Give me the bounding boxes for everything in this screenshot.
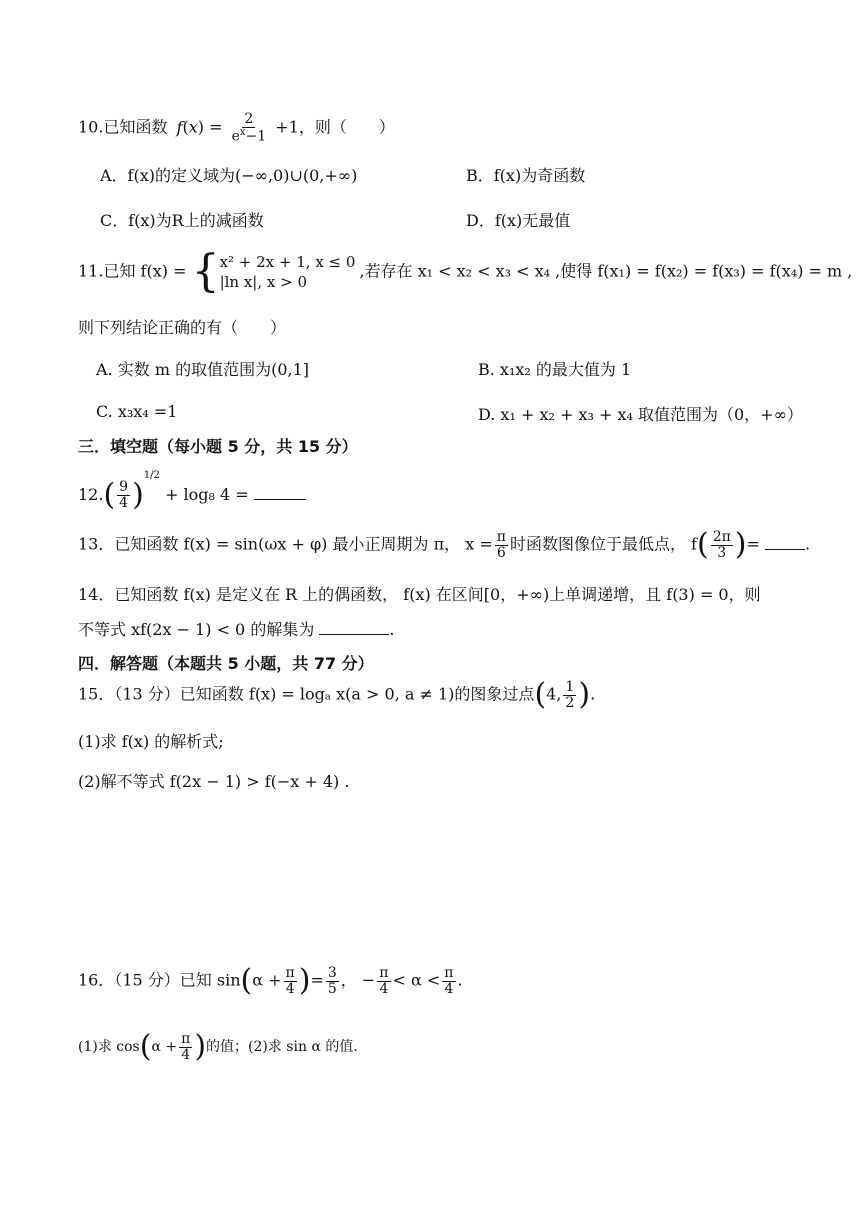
q10-option-b: B．f(x)为奇函数 [466, 166, 586, 185]
q11-stem: 11.已知 f(x) = { x² + 2x + 1, x ≤ 0 |ln x|, x > 0 ,若存在 x₁ < x₂ < x₃ < x₄ ,使得 f(x₁) = f(x₂) = f(x₃) = f(x₄) = m , [78, 246, 853, 297]
q12-answer-blank[interactable] [254, 499, 306, 500]
q14-line2: 不等式 xf(2x − 1) < 0 的解集为 . [78, 620, 395, 639]
piecewise-cases: x² + 2x + 1, x ≤ 0 |ln x|, x > 0 [219, 252, 356, 291]
q14-answer-blank[interactable] [319, 634, 389, 635]
q13-answer-blank[interactable] [765, 549, 805, 550]
q15-stem: 15．（13 分）已知函数 f(x) = logₐ x(a > 0, a ≠ 1)的图象过点(4, $\frac{1}{2}$ ). [78, 677, 596, 713]
q11-option-b: B. x₁x₂ 的最大值为 1 [478, 360, 632, 379]
section-3-heading: 三．填空题（每小题 5 分，共 15 分） [78, 437, 358, 456]
q15-part2: (2)解不等式 f(2x − 1) > f(−x + 4) . [78, 772, 350, 791]
piecewise-brace: { [191, 246, 220, 297]
q15-part1: (1)求 f(x) 的解析式; [78, 732, 224, 751]
q11-option-d: D. x₁ + x₂ + x₃ + x₄ 取值范围为（0，+∞） [478, 405, 803, 424]
q13-stem: 13．已知函数 f(x) = sin(ωx + φ) 最小正周期为 π， x = $\frac{\pi}{6}$ 时函数图像位于最低点， f( $\frac{2\pi}{3}$ )= . [78, 527, 811, 563]
q10-option-d: D．f(x)无最值 [466, 211, 571, 230]
q16-parts: (1)求 cos(α + $\frac{\pi}{4}$ )的值；(2)求 sin α 的值. [78, 1029, 358, 1065]
q11-option-c: C. x₃x₄ =1 [96, 402, 178, 421]
q14-line1: 14．已知函数 f(x) 是定义在 R 上的偶函数， f(x) 在区间[0，+∞)上单调递增，且 f(3) = 0，则 [78, 585, 761, 604]
q11-option-a: A. 实数 m 的取值范围为(0,1] [96, 360, 310, 379]
q10-option-a: A．f(x)的定义域为(−∞,0)∪(0,+∞) [100, 166, 358, 185]
q11-stem-line2: 则下列结论正确的有（ ） [78, 318, 287, 337]
q16-stem: 16．（15 分）已知 sin(α + $\frac{\pi}{4}$ )= $\frac{3}{5}$ ， − $\frac{\pi}{4}$ < α < $\frac{\pi}{4}$ . [78, 963, 463, 999]
q12-stem: 12.( $\frac{9}{4}$ )$^{1/2}$ + log₈ 4 = [78, 470, 306, 511]
q10-option-c: C．f(x)为R上的减函数 [100, 211, 264, 230]
q10-stem: 10.已知函数 f(x) = $\frac{2}{e^x-1}$ +1，则（ ） [78, 111, 395, 145]
section-4-heading: 四．解答题（本题共 5 小题，共 77 分） [78, 654, 374, 673]
q10-fraction: $\frac{2}{e^x-1}$ [231, 111, 267, 145]
